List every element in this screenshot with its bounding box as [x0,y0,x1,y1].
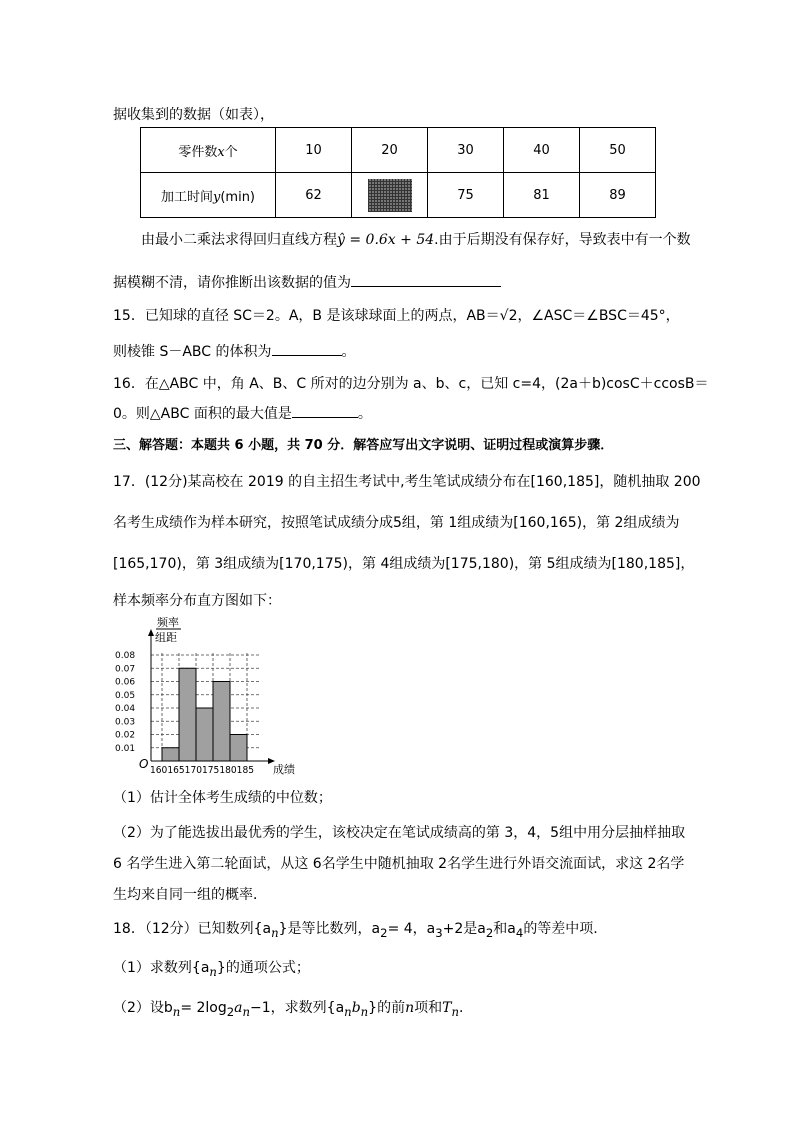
data-table [140,127,656,218]
histogram-bar [213,682,230,762]
histogram-bar [179,668,196,761]
y-cell: 62 [276,173,352,218]
x-cell: 20 [352,128,428,173]
q15-line1: 15．已知球的直径 SC＝2。A，B 是该球球面上的两点，AB＝√2，∠ASC＝∠BSC＝45°， [113,308,680,324]
answer-blank [272,343,342,356]
q17-part2-line1: （2）为了能选拔出最优秀的学生，该校决定在笔试成绩高的第 3，4，5组中用分层抽样抽取 [113,825,686,841]
q17-part2-line3: 生均来自同一组的概率． [113,887,267,903]
x-cell: 10 [276,128,352,173]
x-cell: 30 [428,128,504,173]
y-cell-blurred [352,173,428,218]
ylabel-top: 频率 [157,616,179,629]
table-row [141,128,656,173]
histogram-chart [113,612,313,778]
y-cell: 75 [428,173,504,218]
q17-line3: [165,170)，第 3组成绩为[170,175)，第 4组成绩为[175,180)，第 5组成绩为[180,185]， [113,556,695,572]
blurred-value [368,179,412,212]
y-tick-label: 0.06 [115,677,136,688]
q17-line1: 17．(12分)某高校在 2019 的自主招生考试中,考生笔试成绩分布在[160,185]，随机抽取 200 [113,474,701,490]
x-tick-labels: 160165170175180185 [150,765,254,776]
table-row [141,173,656,218]
y-cell: 89 [580,173,656,218]
q14-line1: 由最小二乘法求得回归直线方程ŷ = 0.6x + 54.由于后期没有保存好，导致表中有一个数 [141,232,691,248]
ylabel-bottom: 组距 [155,631,177,644]
y-cell: 81 [504,173,580,218]
row-header-x: 零件数x个 [141,128,276,173]
histogram-bar [230,735,247,762]
q17-part2-line2: 6 名学生进入第二轮面试，从这 6名学生中随机抽取 2名学生进行外语交流面试，求这 2名学 [113,856,685,872]
q16-line2: 0。则△ABC 面积的最大值是 。 [113,406,372,422]
origin-label: O [139,757,149,771]
section-heading: 三、解答题：本题共 6 小题，共 70 分．解答应写出文字说明、证明过程或演算步骤． [113,438,614,453]
y-tick-label: 0.08 [115,651,136,661]
row-header-y: 加工时间y(min) [141,173,276,218]
y-tick-label: 0.01 [115,743,136,754]
q17-part1: （1）估计全体考生成绩的中位数； [113,790,332,806]
y-tick-label: 0.02 [115,730,136,741]
y-tick-label: 0.03 [115,717,136,728]
intro-text: 据收集到的数据（如表）， [113,107,274,123]
y-tick-label: 0.04 [115,704,136,714]
q16-line1: 16．在△ABC 中，角 A、B、C 所对的边分别为 a、b、c，已知 c=4，(2a＋b)cosC＋ccosB＝ [113,376,709,392]
q18-line1: 18．（12分）已知数列$\{a_n\}$是等比数列，$a_2= 4$，$a_3+2$是$a_2$和$a_4$的等差中项. [113,921,598,940]
y-tick-label: 0.05 [115,690,136,701]
answer-blank [292,405,358,418]
y-tick-label: 0.07 [115,664,136,675]
q14-line2: 据模糊不清，请你推断出该数据的值为 [113,272,501,292]
histogram-bar [162,748,179,761]
x-cell: 50 [580,128,656,173]
q18-part1: （1）求数列$\{a_n\}$的通项公式； [113,960,310,979]
q17-line2: 名考生成绩作为样本研究，按照笔试成绩分成5组，第 1组成绩为[160,165)，第 2组成绩为 [113,515,680,531]
q18-part2: （2）设$b_n= 2\log_2a_n-1$，求数列$\{a_nb_n\}$的前n项和$T_n$. [113,1000,464,1019]
x-cell: 40 [504,128,580,173]
histogram-bar [196,708,213,761]
answer-blank [351,274,501,287]
q15-line2: 则棱锥 S－ABC 的体积为 。 [113,344,356,360]
x-axis-label: 成绩 [273,763,295,776]
q17-line4: 样本频率分布直方图如下： [113,593,281,609]
y-axis-arrow [148,629,154,636]
